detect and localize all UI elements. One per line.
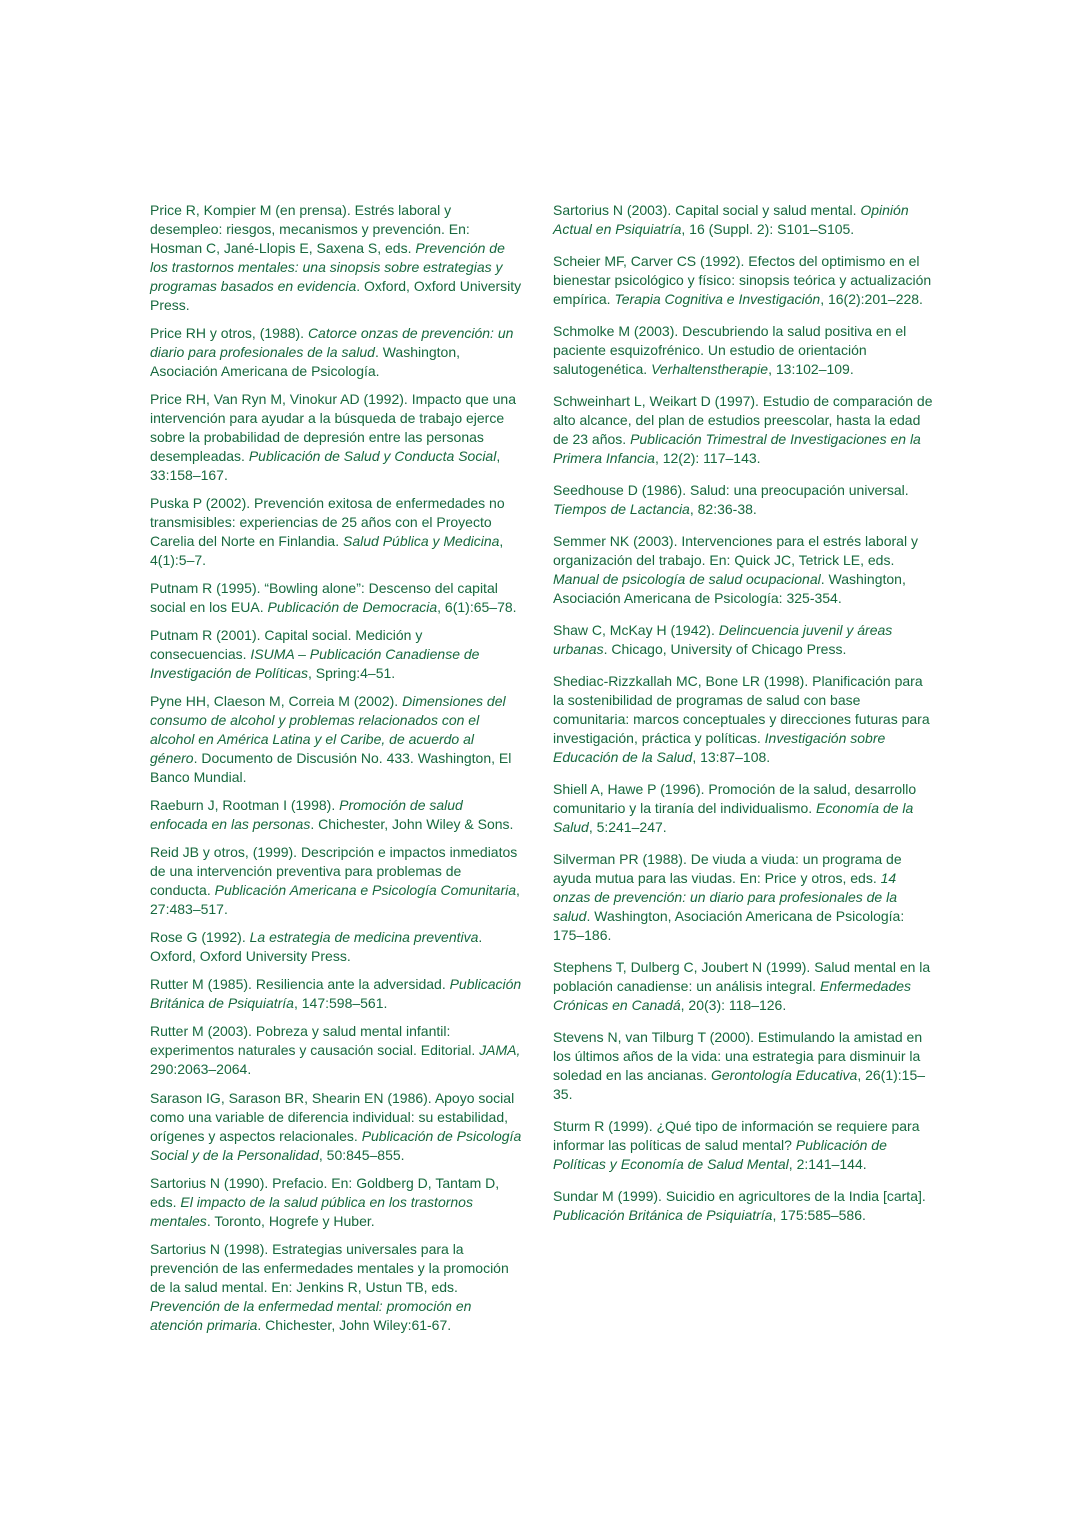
reference-text: . Chicago, University of Chicago Press.	[603, 641, 847, 657]
reference-journal-title: Gerontología Educativa	[711, 1067, 858, 1083]
reference-item	[150, 390, 522, 485]
reference-text: Sartorius N (1998). Estrategias universales para la prevención de las enfermedades mentales y la promoción de la salud mental. En: Jenkins R, Ustun TB, eds.	[150, 1241, 509, 1295]
reference-journal-title: Publicación de Salud y Conducta Social	[248, 448, 497, 464]
reference-text: Shaw C, McKay H (1942).	[553, 622, 719, 638]
reference-text: . Oxford, Oxford University Press.	[150, 278, 522, 313]
reference-item	[553, 1028, 933, 1104]
reference-item	[150, 796, 522, 834]
reference-text: . Chichester, John Wiley:61-67.	[257, 1317, 452, 1333]
reference-text: , 26(1):15–35.	[553, 1067, 926, 1102]
reference-text: Sartorius N (2003). Capital social y salud mental.	[553, 202, 861, 218]
reference-text: Sarason IG, Sarason BR, Shearin EN (1986). Apoyo social como una variable de diferencia individual: su estabilidad, orígenes y aspectos relacionales.	[150, 1090, 515, 1144]
reference-item	[553, 392, 933, 468]
reference-journal-title: Terapia Cognitiva e Investigación	[614, 291, 821, 307]
reference-text: , 2:141–144.	[788, 1156, 867, 1172]
reference-text: , 20(3): 118–126.	[680, 997, 787, 1013]
reference-item	[553, 621, 933, 659]
reference-item	[150, 928, 522, 966]
reference-item	[150, 579, 522, 617]
reference-text: Pyne HH, Claeson M, Correia M (2002).	[150, 693, 403, 709]
reference-text: Puska P (2002). Prevención exitosa de enfermedades no transmisibles: experiencias de 25 años con el Proyecto Carelia del Norte en Finlandia.	[150, 495, 505, 549]
reference-text: , Spring:4–51.	[307, 665, 396, 681]
reference-item	[150, 1174, 522, 1231]
reference-text: , 13:87–108.	[692, 749, 771, 765]
reference-text: , 175:585–586.	[772, 1207, 866, 1223]
reference-text: Price R, Kompier M (en prensa). Estrés laboral y desempleo: riesgos, mecanismos y prevención. En: Hosman C, Jané-Llopis E, Saxena S, eds.	[150, 202, 470, 256]
reference-text: Raeburn J, Rootman I (1998).	[150, 797, 340, 813]
reference-item	[150, 201, 522, 315]
reference-journal-title: Publicación de Políticas y Economía de Salud Mental	[553, 1137, 887, 1172]
reference-text: . Oxford, Oxford University Press.	[150, 929, 483, 964]
reference-text: 290:2063–2064.	[150, 1061, 252, 1077]
reference-text: . Chichester, John Wiley & Sons.	[310, 816, 514, 832]
reference-journal-title: Salud Pública y Medicina	[343, 533, 500, 549]
reference-text: . Washington, Asociación Americana de Psicología: 175–186.	[553, 908, 905, 943]
reference-journal-title: Publicación Británica de Psiquiatría	[150, 976, 522, 1011]
reference-journal-title: Publicación Americana e Psicología Comunitaria	[214, 882, 517, 898]
reference-item	[150, 1022, 522, 1079]
reference-text: , 13:102–109.	[768, 361, 854, 377]
reference-text: Reid JB y otros, (1999). Descripción e impactos inmediatos de una intervención preventiva para problemas de conducta.	[150, 844, 518, 898]
reference-text: Price RH, Van Ryn M, Vinokur AD (1992). Impacto que una intervención para ayudar a la búsqueda de trabajo ejerce sobre la probabilidad de depresión entre las personas desempleadas.	[150, 391, 516, 464]
reference-item	[150, 494, 522, 570]
reference-journal-title: El impacto de la salud pública en los trastornos mentales	[150, 1194, 473, 1229]
reference-text: . Washington, Asociación Americana de Psicología.	[150, 344, 461, 379]
reference-text: Seedhouse D (1986). Salud: una preocupación universal.	[553, 482, 909, 498]
reference-text: Sturm R (1999). ¿Qué tipo de información se requiere para informar las políticas de salud mental?	[553, 1118, 920, 1153]
references-column-right	[553, 201, 933, 1238]
reference-item	[150, 975, 522, 1013]
reference-text: Putnam R (2001). Capital social. Medición y consecuencias.	[150, 627, 423, 662]
reference-text: Rutter M (1985). Resiliencia ante la adversidad.	[150, 976, 450, 992]
reference-item	[553, 201, 933, 239]
reference-item	[553, 532, 933, 608]
reference-text: Shiell A, Hawe P (1996). Promoción de la salud, desarrollo comunitario y la tiranía del individualismo.	[553, 781, 917, 816]
reference-text: , 16(2):201–228.	[820, 291, 923, 307]
reference-text: Rose G (1992).	[150, 929, 250, 945]
reference-journal-title: Opinión Actual en Psiquiatría	[553, 202, 909, 237]
reference-journal-title: Tiempos de Lactancia	[553, 501, 690, 517]
reference-item	[553, 1117, 933, 1174]
reference-item	[553, 850, 933, 945]
reference-journal-title: JAMA,	[479, 1042, 521, 1058]
reference-item	[150, 843, 522, 919]
reference-text: Schweinhart L, Weikart D (1997). Estudio de comparación de alto alcance, del plan de estudios preescolar, hasta la edad de 23 años.	[553, 393, 933, 447]
reference-text: Sartorius N (1990). Prefacio. En: Goldberg D, Tantam D, eds.	[150, 1175, 500, 1210]
reference-text: Shediac-Rizzkallah MC, Bone LR (1998). Planificación para la sostenibilidad de programas de salud con base comunitaria: marcos conceptuales y direcciones futuras para investigación, práctica y políticas.	[553, 673, 930, 746]
reference-text: . Documento de Discusión No. 433. Washington, El Banco Mundial.	[150, 750, 512, 785]
reference-text: Scheier MF, Carver CS (1992). Efectos del optimismo en el bienestar psicológico y físico: sinopsis teórica y actualización empírica.	[553, 253, 932, 307]
reference-text: , 27:483–517.	[150, 882, 520, 917]
reference-journal-title: 14 onzas de prevención: un diario para profesionales de la salud	[553, 870, 898, 924]
reference-text: , 147:598–561.	[293, 995, 388, 1011]
reference-journal-title: Prevención de la enfermedad mental: promoción en atención primaria	[150, 1298, 472, 1333]
reference-text: , 4(1):5–7.	[150, 533, 504, 568]
reference-item	[150, 1240, 522, 1335]
reference-journal-title: Promoción de salud enfocada en las personas	[150, 797, 463, 832]
reference-text: Rutter M (2003). Pobreza y salud mental infantil: experimentos naturales y causación social. Editorial.	[150, 1023, 480, 1058]
reference-journal-title: Economía de la Salud	[553, 800, 914, 835]
reference-journal-title: Publicación Británica de Psiquiatría	[553, 1207, 773, 1223]
reference-text: Price RH y otros, (1988).	[150, 325, 308, 341]
reference-item	[150, 1089, 522, 1165]
reference-journal-title: Enfermedades Crónicas en Canadá	[553, 978, 912, 1013]
reference-text: . Washington, Asociación Americana de Psicología: 325-354.	[553, 571, 906, 606]
reference-text: , 6(1):65–78.	[437, 599, 517, 615]
reference-text: , 5:241–247.	[588, 819, 667, 835]
reference-text: Schmolke M (2003). Descubriendo la salud positiva en el paciente esquizofrénico. Un estudio de orientación salutogenética.	[553, 323, 907, 377]
reference-text: Semmer NK (2003). Intervenciones para el estrés laboral y organización del trabajo. En: Quick JC, Tetrick LE, eds.	[553, 533, 918, 568]
reference-journal-title: Prevención de los trastornos mentales: una sinopsis sobre estrategias y programas basados en evidencia	[150, 240, 505, 294]
reference-journal-title: Publicación de Democracia	[267, 599, 438, 615]
references-column-left	[150, 201, 522, 1344]
reference-journal-title: Verhaltenstherapie	[651, 361, 769, 377]
reference-item	[150, 324, 522, 381]
reference-item	[553, 1187, 933, 1225]
reference-text: , 33:158–167.	[150, 448, 501, 483]
reference-item	[553, 322, 933, 379]
reference-text: , 12(2): 117–143.	[654, 450, 761, 466]
reference-text: Sundar M (1999). Suicidio en agricultores de la India [carta].	[553, 1188, 926, 1204]
reference-item	[553, 958, 933, 1015]
reference-journal-title: Delincuencia juvenil y áreas urbanas	[553, 622, 893, 657]
reference-journal-title: Manual de psicología de salud ocupacional	[553, 571, 821, 587]
reference-text: , 50:845–855.	[318, 1147, 405, 1163]
reference-text: , 82:36-38.	[689, 501, 757, 517]
reference-item	[150, 626, 522, 683]
reference-journal-title: Dimensiones del consumo de alcohol y problemas relacionados con el alcohol en América Latina y el Caribe, de acuerdo al género	[150, 693, 506, 766]
reference-text: . Toronto, Hogrefe y Huber.	[206, 1213, 375, 1229]
reference-journal-title: La estrategia de medicina preventiva	[249, 929, 479, 945]
reference-text: Stephens T, Dulberg C, Joubert N (1999). Salud mental en la población canadiense: un análisis integral.	[553, 959, 931, 994]
reference-item	[150, 692, 522, 787]
reference-journal-title: Catorce onzas de prevención: un diario para profesionales de la salud	[150, 325, 514, 360]
reference-item	[553, 252, 933, 309]
reference-text: Stevens N, van Tilburg T (2000). Estimulando la amistad en los últimos años de la vida: una estrategia para disminuir la soledad en las ancianas.	[553, 1029, 923, 1083]
reference-text: , 16 (Suppl. 2): S101–S105.	[681, 221, 855, 237]
reference-text: Silverman PR (1988). De viuda a viuda: un programa de ayuda mutua para las viudas. En: Price y otros, eds.	[553, 851, 902, 886]
reference-journal-title: Publicación Trimestral de Investigaciones en la Primera Infancia	[553, 431, 921, 466]
reference-journal-title: Publicación de Psicología Social y de la Personalidad	[150, 1128, 522, 1163]
reference-journal-title: ISUMA – Publicación Canadiense de Investigación de Políticas	[150, 646, 480, 681]
reference-text: Putnam R (1995). “Bowling alone”: Descenso del capital social en los EUA.	[150, 580, 498, 615]
reference-item	[553, 672, 933, 767]
reference-item	[553, 780, 933, 837]
reference-journal-title: Investigación sobre Educación de la Salud	[553, 730, 886, 765]
reference-item	[553, 481, 933, 519]
